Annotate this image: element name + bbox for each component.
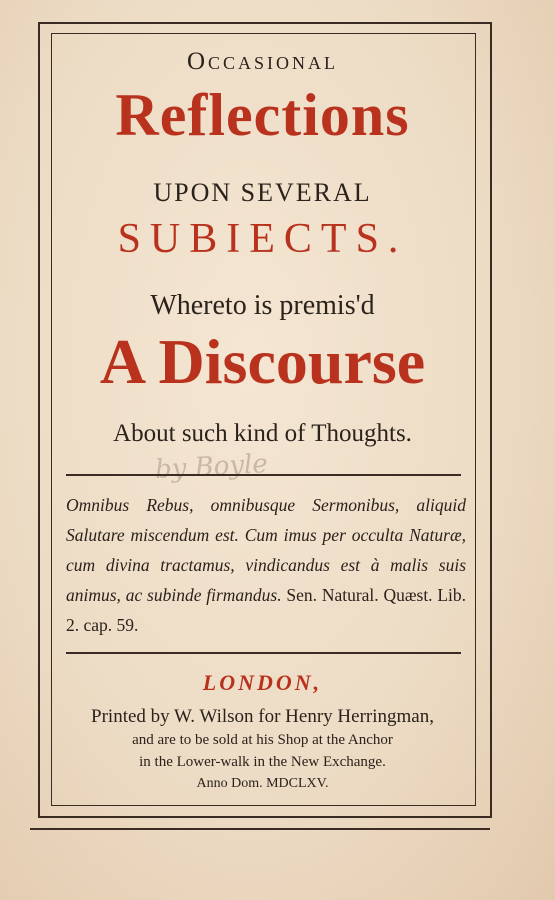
title-reflections: Reflections bbox=[115, 82, 410, 148]
handwritten-annotation: by Boyle bbox=[154, 449, 269, 485]
imprint-place: LONDON, bbox=[202, 670, 323, 695]
divider-bottom bbox=[66, 652, 461, 654]
imprint-shop: and are to be sold at his Shop at the Anchor bbox=[132, 732, 393, 748]
title-subjects: SUBIECTS. bbox=[117, 216, 408, 262]
latin-epigraph bbox=[66, 490, 466, 640]
epigraph-source: Sen. Natural. Quæst. Lib. 2. cap. 59. bbox=[66, 585, 467, 635]
imprint-printer: Printed by W. Wilson for Henry Herringman, bbox=[91, 706, 434, 727]
subtitle-discourse: A Discourse bbox=[99, 326, 426, 397]
subtitle-whereto: Whereto is premis'd bbox=[150, 290, 375, 321]
title-occasional: Occasional bbox=[186, 48, 339, 75]
imprint-date: Anno Dom. MDCLXV. bbox=[196, 776, 329, 791]
bottom-rule bbox=[30, 828, 490, 830]
epigraph-text: Omnibus Rebus, omnibusque Sermonibus, aliquid Salutare miscendum est. Cum imus per occulta Naturæ, cum divina tractamus, vindicandus est à malis suis animus, ac subinde firmandus. bbox=[66, 495, 466, 605]
title-upon-several: UPON SEVERAL bbox=[153, 178, 372, 207]
imprint-location: in the Lower-walk in the New Exchange. bbox=[139, 754, 386, 770]
imprint-block bbox=[51, 704, 474, 795]
divider-top bbox=[66, 474, 461, 476]
subtitle-about: About such kind of Thoughts. bbox=[113, 420, 412, 447]
